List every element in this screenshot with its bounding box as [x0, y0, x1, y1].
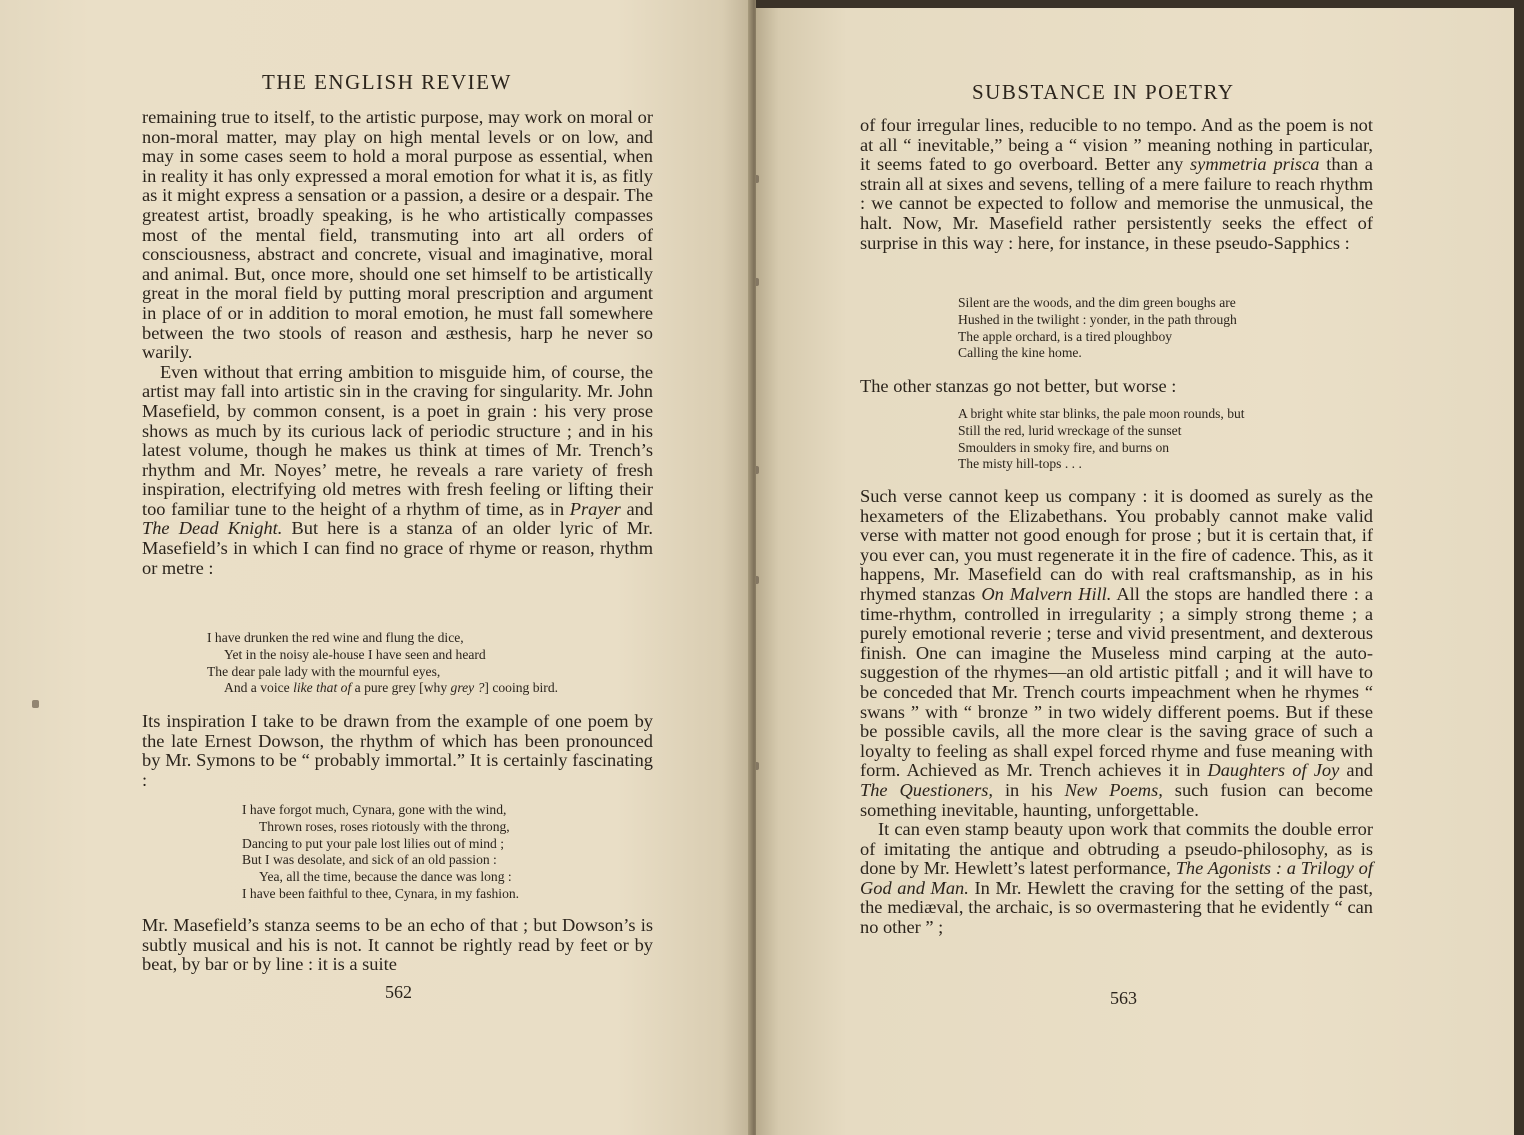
body-text-middle	[860, 377, 1373, 397]
verse-line: Thrown roses, roses riotously with the throng,	[259, 818, 510, 834]
body-text-middle	[142, 712, 653, 790]
italic-title: The Questioners,	[860, 779, 993, 800]
verse-line: Yet in the noisy ale-house I have seen and heard	[224, 646, 486, 662]
italic-run: grey ?	[450, 680, 485, 696]
verse-line: Smoulders in smoky fire, and burns on	[958, 439, 1170, 455]
book-edge-right	[1514, 0, 1524, 1135]
page-number: 562	[385, 982, 412, 1002]
text-run: and	[1346, 760, 1373, 781]
text-run: a pure grey [why	[354, 680, 448, 696]
body-text-upper	[142, 108, 653, 578]
paragraph: The other stanzas go not better, but worse :	[860, 376, 1177, 396]
italic-run: like that of	[293, 680, 352, 696]
binding-mark	[756, 278, 759, 286]
italic-title: Prayer	[569, 498, 621, 519]
verse-line: Still the red, lurid wreckage of the sunset	[958, 422, 1182, 438]
text-run: ] cooing bird.	[484, 680, 559, 696]
italic-title: The Agonists : a Trilogy of God and Man.	[860, 858, 1373, 898]
verse-line: Silent are the woods, and the dim green boughs are	[958, 295, 1236, 310]
verse-quotation	[207, 630, 558, 697]
verse-line	[207, 680, 558, 697]
verse-line: A bright white star blinks, the pale moon rounds, but	[958, 406, 1245, 421]
verse-quotation	[242, 802, 519, 903]
italic-title: On Malvern Hill.	[981, 583, 1112, 604]
binding-mark	[756, 762, 759, 770]
paragraph	[142, 363, 653, 579]
body-text-upper	[860, 116, 1373, 253]
verse-quotation	[958, 295, 1237, 362]
italic-title: The Dead Knight.	[142, 518, 283, 539]
verse-line: Dancing to put your pale lost lilies out of mind ;	[242, 835, 505, 851]
paragraph	[860, 116, 1373, 253]
paragraph	[860, 820, 1373, 938]
right-page	[756, 0, 1516, 1135]
verse-quotation	[958, 406, 1245, 473]
text-run: But here is a stanza of an older lyric of Mr. Masefield’s in which I can find no grace of rhyme or reason, rhythm or metre :	[142, 518, 653, 578]
text-run: All the stops are handled there : a time-rhythm, controlled in irregularity ; a simply strong theme ; a purely emotional reverie ; terse and vivid presentment, and dexterous finish. One can imagine the Museless mind carping at the auto-suggestion of the rhymes—an old artistic pitfall ; and it will have to be conceded that Mr. Trench courts impeachment when he rhymes “ swans ” with “ bronze ” in two widely different poems. But if these be possible cavils, all the more clear is the saving grace of such a loyalty to feeling as shall expel forced rhyme and fuse meaning with form. Achieved as Mr. Trench achieves it in	[860, 583, 1373, 781]
text-run: And a voice	[224, 680, 290, 696]
italic-title: New Poems,	[1064, 779, 1163, 800]
text-run: of four irregular lines, reducible to no tempo. And as the poem is not at all “ inevitable,” being a “ vision ” meaning nothing in particular, it seems fated to go overboard. Better any	[860, 115, 1373, 175]
paragraph: remaining true to itself, to the artistic purpose, may work on moral or non-moral matter, may play on high mental levels or on low, and may in some cases seem to hold a moral purpose as essential, when in reality it has only expressed a moral emotion for what it is, as fitly as it might express a sensation or a passion, a desire or a despair. The greatest artist, broadly speaking, is he who artistically compasses most of the mental field, transmuting into art all orders of consciousness, abstract and concrete, visual and imaginative, moral and animal. But, once more, should one set himself to be artistically great in the moral field by putting moral prescription and argument in place of or in addition to moral emotion, he must fall somewhere between the two stools of reason and æsthesis, harp he never so warily.	[142, 107, 653, 363]
italic-run: symmetria prisca	[1190, 154, 1320, 175]
verse-line: I have drunken the red wine and flung the dice,	[207, 630, 464, 645]
verse-line: Yea, all the time, because the dance was long :	[259, 869, 512, 885]
verse-line: The apple orchard, is a tired ploughboy	[958, 328, 1173, 344]
binding-mark	[756, 576, 759, 584]
verse-line: I have forgot much, Cynara, gone with the wind,	[242, 802, 507, 817]
verse-line: I have been faithful to thee, Cynara, in my fashion.	[242, 885, 520, 901]
body-text-lower	[860, 487, 1373, 938]
book-edge-top	[756, 0, 1524, 8]
text-run: than a strain all at sixes and sevens, telling of a mere failure to reach rhythm : we cannot be expected to follow and memorise the unmusical, the halt. Now, Mr. Masefield rather persistently seeks the effect of surprise in this way : here, for instance, in these pseudo-Sapphics :	[860, 154, 1373, 253]
text-run: In Mr. Hewlett the craving for the setting of the past, the mediæval, the archaic, is so overmastering that he evidently “ can no other ” ;	[860, 877, 1373, 938]
page-number: 563	[1110, 988, 1137, 1008]
running-head: THE ENGLISH REVIEW	[262, 70, 512, 94]
left-page	[0, 0, 752, 1135]
text-run: in his	[1004, 779, 1053, 800]
text-run: and	[626, 498, 653, 519]
verse-line: The dear pale lady with the mournful eyes,	[207, 663, 441, 679]
text-run: Even without that erring ambition to misguide him, of course, the artist may fall into artistic sin in the craving for singularity. Mr. John Masefield, by common consent, is a poet in grain : his very prose shows as much by its curious lack of periodic structure ; and in his latest volume, though he makes us think at times of Mr. Trench’s rhythm and Mr. Noyes’ metre, he reveals a rare variety of fresh inspiration, electrifying old metres with fresh feeling or lifting their too familiar tune to the height of a rhythm of time, as in	[142, 361, 653, 519]
paragraph: Its inspiration I take to be drawn from the example of one poem by the late Ernest Dowson, the rhythm of which has been pronounced by Mr. Symons to be “ probably immortal.” It is certainly fascinating :	[142, 711, 653, 790]
paragraph: Mr. Masefield’s stanza seems to be an echo of that ; but Dowson’s is subtly musical and his is not. It cannot be rightly read by feet or by beat, by bar or by line : it is a suite	[142, 915, 653, 975]
binding-mark	[756, 175, 759, 183]
verse-line: Hushed in the twilight : yonder, in the path through	[958, 311, 1237, 327]
binding-mark	[756, 466, 759, 474]
italic-title: Daughters of Joy	[1207, 760, 1340, 781]
text-run: Such verse cannot keep us company : it is doomed as surely as the hexameters of the Elizabethans. You probably cannot make valid verse with matter not good enough for prose ; but it is certain that, if you ever can, you must regenerate it in the fire of cadence. This, as it happens, Mr. Masefield can do with real craftsmanship, as in his rhymed stanzas	[860, 486, 1373, 604]
verse-line: But I was desolate, and sick of an old passion :	[242, 852, 497, 868]
running-head: SUBSTANCE IN POETRY	[972, 80, 1235, 104]
verse-line: The misty hill-tops . . .	[958, 456, 1082, 472]
paragraph	[860, 487, 1373, 820]
body-text-lower	[142, 916, 653, 975]
text-run: such fusion can become something inevitable, haunting, unforgettable.	[860, 779, 1373, 820]
text-run: It can even stamp beauty upon work that commits the double error of imitating the antique and obtruding a pseudo-philosophy, as is done by Mr. Hewlett’s latest performance,	[860, 819, 1373, 879]
paper-spot	[32, 700, 39, 708]
verse-line: Calling the kine home.	[958, 345, 1082, 361]
